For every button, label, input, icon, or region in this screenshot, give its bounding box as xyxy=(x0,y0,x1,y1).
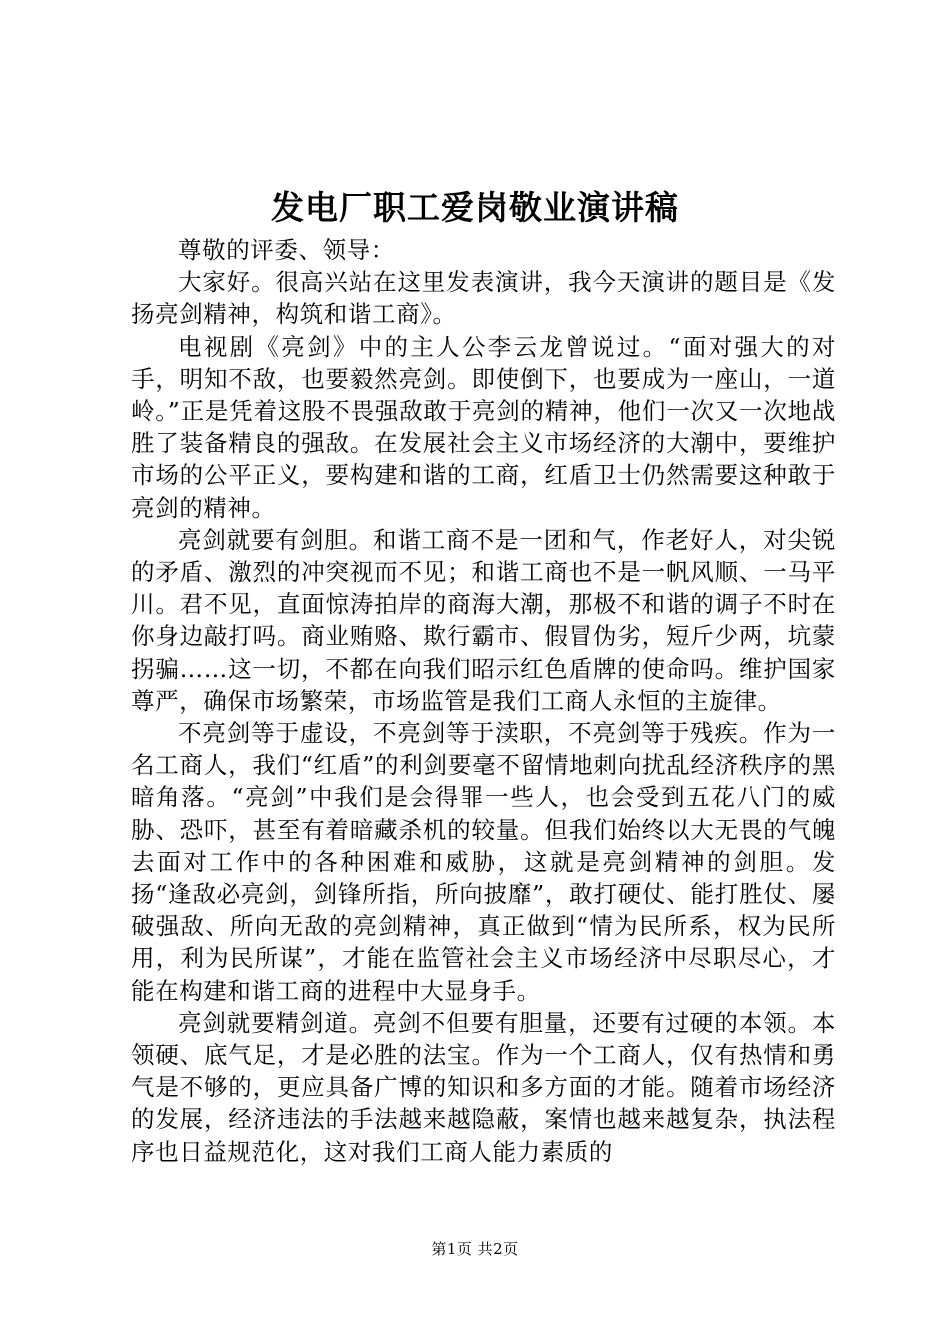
speech-body xyxy=(131,234,836,1168)
page-title: 发电厂职工爱岗敬业演讲稿 xyxy=(271,188,679,227)
page-footer: 第1页 共2页 xyxy=(431,1240,519,1258)
paragraph-2: 电视剧《亮剑》中的主人公李云龙曾说过。“面对强大的对手，明知不敌，也要毅然亮剑。即使倒下，也要成为一座山，一道岭。”正是凭着这股不畏强敌敢于亮剑的精神，他们一次又一次地战胜了装备精良的强敌。在发展社会主义市场经济的大潮中，要维护市场的公平正义，要构建和谐的工商，红盾卫士仍然需要这种敢于亮剑的精神。 xyxy=(131,332,836,522)
paragraph-1: 大家好。很高兴站在这里发表演讲，我今天演讲的题目是《发扬亮剑精神，构筑和谐工商》。 xyxy=(131,268,836,329)
paragraph-4: 不亮剑等于虚设，不亮剑等于渎职，不亮剑等于残疾。作为一名工商人，我们“红盾”的利剑要毫不留情地刺向扰乱经济秩序的黑暗角落。“亮剑”中我们是会得罪一些人，也会受到五花八门的威胁、恐吓，甚至有着暗藏杀机的较量。但我们始终以大无畏的气魄去面对工作中的各种困难和威胁，这就是亮剑精神的剑胆。发扬“逢敌必亮剑，剑锋所指，所向披靡”，敢打硬仗、能打胜仗、屡破强敌、所向无敌的亮剑精神，真正做到“情为民所系，权为民所用，利为民所谋”，才能在监管社会主义市场经济中尽职尽心，才能在构建和谐工商的进程中大显身手。 xyxy=(131,719,836,1005)
paragraph-5: 亮剑就要精剑道。亮剑不但要有胆量，还要有过硬的本领。本领硬、底气足，才是必胜的法宝。作为一个工商人，仅有热情和勇气是不够的，更应具备广博的知识和多方面的才能。随着市场经济的发展，经济违法的手法越来越隐蔽，案情也越来越复杂，执法程序也日益规范化，这对我们工商人能力素质的 xyxy=(131,1008,836,1166)
salutation: 尊敬的评委、领导： xyxy=(178,236,395,264)
paragraph-3: 亮剑就要有剑胆。和谐工商不是一团和气，作老好人，对尖锐的矛盾、激烈的冲突视而不见；和谐工商也不是一帆风顺、一马平川。君不见，直面惊涛拍岸的商海大潮，那极不和谐的调子不时在你身边敲打吗。商业贿赂、欺行霸市、假冒伪劣，短斤少两，坑蒙拐骗……这一切，不都在向我们昭示红色盾牌的使命吗。维护国家尊严，确保市场繁荣，市场监管是我们工商人永恒的主旋律。 xyxy=(131,525,836,715)
